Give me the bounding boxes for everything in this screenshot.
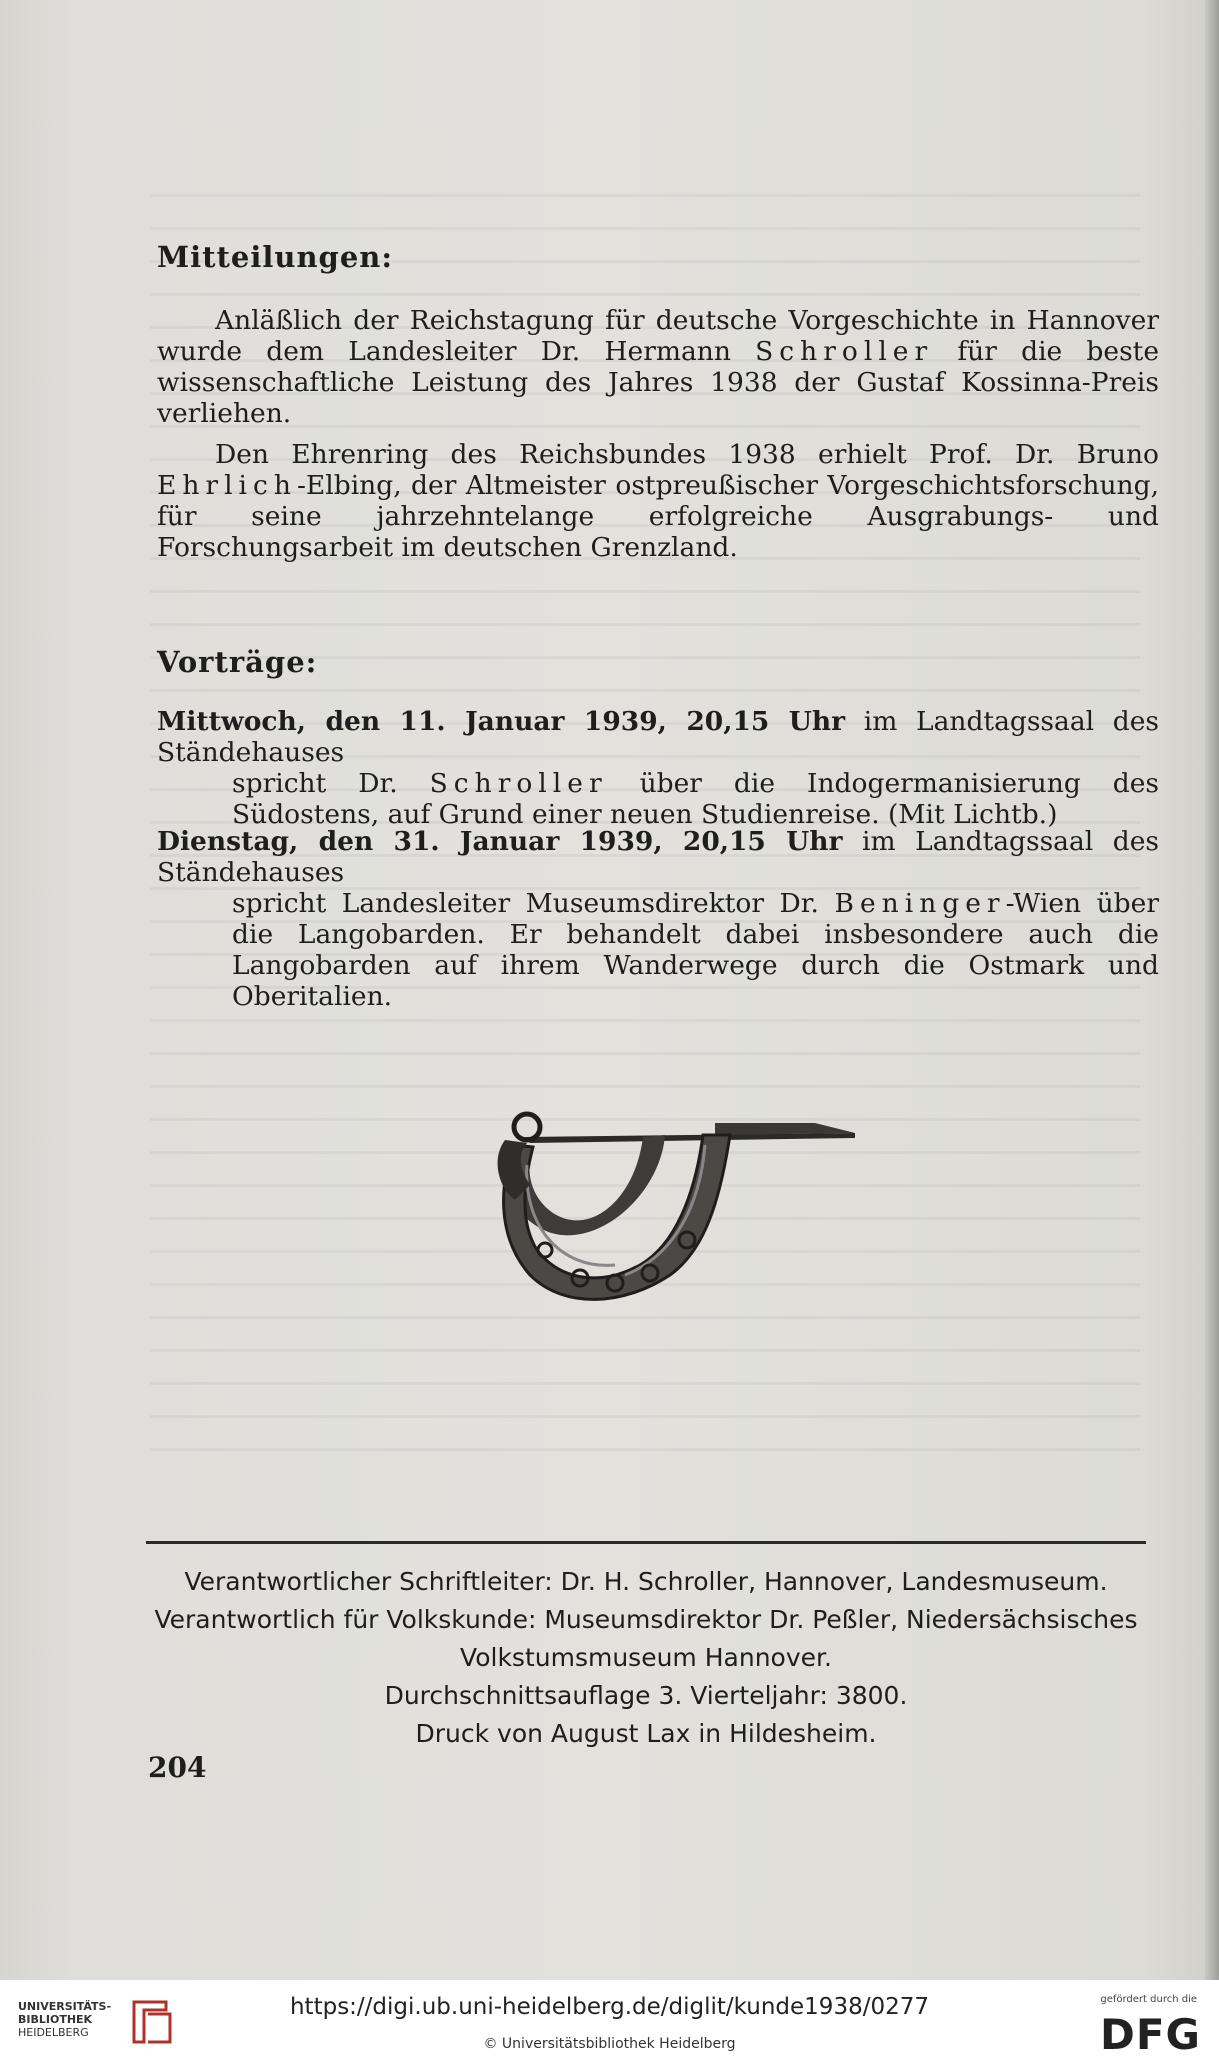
text-run: spricht Dr. (232, 768, 430, 799)
text-run: über die Indogermanisierung des Südostens, auf Grund einer neuen Studienreise. (Mit Lichtb.) (232, 768, 1159, 830)
imprint-line: Verantwortlich für Volkskunde: Museumsdirektor Dr. Peßler, Niedersächsisches (154, 1605, 1138, 1634)
paragraph (157, 305, 1159, 429)
separator-rule (146, 1541, 1146, 1544)
dfg-logo[interactable]: DFG (1099, 2010, 1201, 2059)
heading-vortraege: Vorträge: (157, 645, 318, 679)
talk-first-line (157, 826, 1159, 888)
talk-description (157, 768, 1159, 830)
text-run: -Elbing, der Altmeister ostpreußischer Vorgeschichtsforschung, für seine jahrzehntelange erfolgreiche Ausgrabungs- und Forschungsarbeit im deutschen Grenzland. (157, 470, 1159, 563)
fibula-brooch-illustration (475, 1105, 865, 1320)
talk-venue: im Landtagssaal des Ständehauses (157, 826, 1159, 888)
talk-venue: im Landtagssaal des Ständehauses (157, 706, 1159, 768)
text-run: für die beste wissenschaftliche Leistung des Jahres 1938 der Gustaf Kossinna-Preis verliehen. (157, 336, 1160, 429)
spaced-name: Schroller (755, 336, 934, 367)
spaced-name: Ehrlich (157, 470, 297, 501)
mitteilungen-text (157, 305, 1159, 573)
copyright-notice: © Universitätsbibliothek Heidelberg (483, 2036, 736, 2052)
library-name-1: UNIVERSITÄTS- (18, 2000, 112, 2013)
text-run: Den Ehrenring des Reichsbundes 1938 erhielt Prof. Dr. Bruno (215, 439, 1159, 470)
spaced-name: Schroller (429, 768, 608, 799)
talk-entry (157, 706, 1159, 830)
imprint-line: Druck von August Lax in Hildesheim. (415, 1719, 877, 1748)
talk-description (157, 888, 1159, 1012)
imprint-line: Durchschnittsauflage 3. Vierteljahr: 3800. (384, 1681, 908, 1710)
page-edge (1205, 0, 1219, 1980)
heading-mitteilungen: Mitteilungen: (157, 240, 394, 274)
page-number: 204 (148, 1751, 207, 1784)
text-run: -Wien über die Langobarden. Er behandelt dabei insbesondere auch die Langobarden auf ihrem Wanderwege durch die Ostmark und Oberitalien. (232, 888, 1159, 1012)
viewer-footer (0, 1980, 1219, 2067)
talk-date: Mittwoch, den 11. Januar 1939, 20,15 Uhr (157, 706, 846, 737)
talk-first-line (157, 706, 1159, 768)
funding-note: gefördert durch die (1100, 1994, 1197, 2005)
library-name-2: BIBLIOTHEK (18, 2013, 93, 2026)
paragraph (157, 439, 1159, 563)
imprint-line: Verantwortlicher Schriftleiter: Dr. H. Schroller, Hannover, Landesmuseum. (184, 1567, 1108, 1596)
text-run: Anläßlich der Reichstagung für deutsche Vorgeschichte in Hannover wurde dem Landesleiter Dr. Hermann (157, 305, 1159, 367)
talk-entry (157, 826, 1159, 1012)
spaced-name: Beninger (834, 888, 1006, 919)
imprint-block (146, 1563, 1146, 1753)
permalink-url[interactable]: https://digi.ub.uni-heidelberg.de/diglit/kunde1938/0277 (289, 1994, 929, 2020)
text-run: spricht Landesleiter Museumsdirektor Dr. (232, 888, 835, 919)
library-name-3: HEIDELBERG (18, 2026, 89, 2039)
talk-date: Dienstag, den 31. Januar 1939, 20,15 Uhr (157, 826, 843, 857)
imprint-line: Volkstumsmuseum Hannover. (460, 1643, 832, 1672)
